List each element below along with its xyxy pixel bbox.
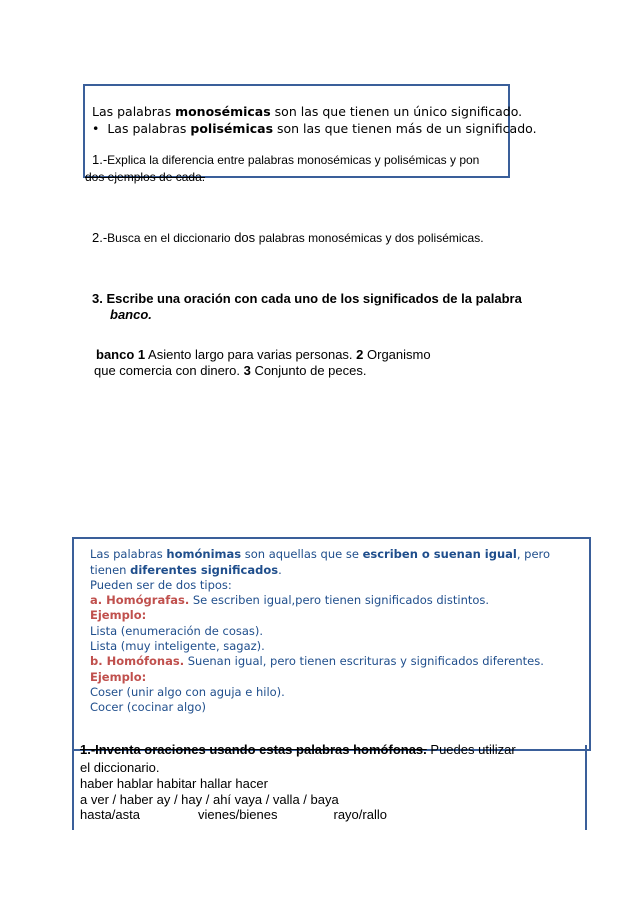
question-1: [92, 152, 479, 167]
homonyms-definition-line1: [90, 547, 550, 561]
sense-text: que comercia con dinero.: [94, 363, 244, 378]
question-3: 3. Escribe una oración con cada uno de los significados de la palabra: [92, 291, 522, 306]
text: palabras monosémicas y dos polisémicas.: [258, 231, 484, 245]
example-item: Lista (enumeración de cosas).: [90, 624, 264, 638]
type-text: Se escriben igual,pero tienen significados distintos.: [189, 593, 490, 607]
entry-word: banco: [96, 347, 135, 362]
polysemic-definition: [92, 121, 537, 136]
type-title: a. Homógrafas.: [90, 593, 190, 607]
question-text: 1.-Inventa oraciones usando estas palabras homófonas.: [80, 742, 427, 757]
example-item: Coser (unir algo con aguja e hilo).: [90, 685, 285, 699]
word-list: a ver / haber ay / hay / ahí vaya / valla / baya: [80, 792, 339, 807]
text: Las palabras: [107, 121, 191, 136]
term-highlight: escriben o suenan igual: [362, 547, 517, 561]
term-monosemicas: monosémicas: [175, 104, 271, 119]
question-3-word: banco.: [110, 307, 152, 322]
homographs-definition: [90, 593, 489, 607]
question-4-continuation: el diccionario.: [80, 760, 160, 775]
example-item: Lista (muy inteligente, sagaz).: [90, 639, 265, 653]
word-pair: vienes/bienes: [198, 807, 278, 822]
banco-definition-line1: [96, 347, 431, 362]
question-text: Explica la diferencia entre palabras monosémicas y polisémicas y pon: [107, 153, 480, 167]
banco-definition-line2: [94, 363, 366, 378]
border-right: [585, 745, 587, 830]
text: Las palabras: [90, 547, 167, 561]
type-title: b. Homófonas.: [90, 654, 185, 668]
homonyms-types-intro: Pueden ser de dos tipos:: [90, 578, 232, 592]
text: son las que tienen más de un significado.: [273, 121, 537, 136]
question-number: 2.-: [92, 230, 108, 245]
homophones-definition: [90, 654, 544, 668]
question-1-continuation: dos ejemplos de cada.: [85, 170, 206, 184]
text: Busca en el diccionario: [107, 231, 231, 245]
sense-number: 2: [356, 347, 364, 362]
example-label: Ejemplo:: [90, 608, 147, 622]
question-4: [80, 742, 516, 757]
bullet-icon: •: [92, 121, 100, 136]
example-label: Ejemplo:: [90, 670, 147, 684]
word-pair: rayo/rallo: [333, 807, 387, 822]
sense-text: Conjunto de peces.: [250, 363, 367, 378]
example-item: Cocer (cocinar algo): [90, 700, 206, 714]
text: son las que tienen un único significado.: [270, 104, 523, 119]
text: tienen: [90, 563, 131, 577]
text: son aquellas que se: [241, 547, 363, 561]
question-2: [92, 230, 484, 245]
text: , pero: [516, 547, 551, 561]
sense-number: 1: [134, 347, 146, 362]
question-text: Puedes utilizar: [426, 742, 516, 757]
sense-text: Organismo: [363, 347, 431, 362]
word-pair: hasta/asta: [80, 807, 140, 822]
word-list: haber hablar habitar hallar hacer: [80, 776, 268, 791]
text: dos: [230, 230, 259, 245]
question-number: 1.-: [92, 152, 108, 167]
sense-number: 3: [243, 363, 251, 378]
homonyms-definition-line2: [90, 563, 282, 577]
border-left: [72, 745, 74, 830]
type-text: Suenan igual, pero tienen escrituras y significados diferentes.: [184, 654, 544, 668]
term-homonimas: homónimas: [166, 547, 242, 561]
term-highlight: diferentes significados: [130, 563, 279, 577]
sense-text: Asiento largo para varias personas.: [145, 347, 357, 362]
text: Las palabras: [92, 104, 176, 119]
word-list: [80, 807, 387, 822]
monosemic-definition: [92, 104, 522, 119]
text: .: [278, 563, 282, 577]
term-polisemicas: polisémicas: [190, 121, 274, 136]
